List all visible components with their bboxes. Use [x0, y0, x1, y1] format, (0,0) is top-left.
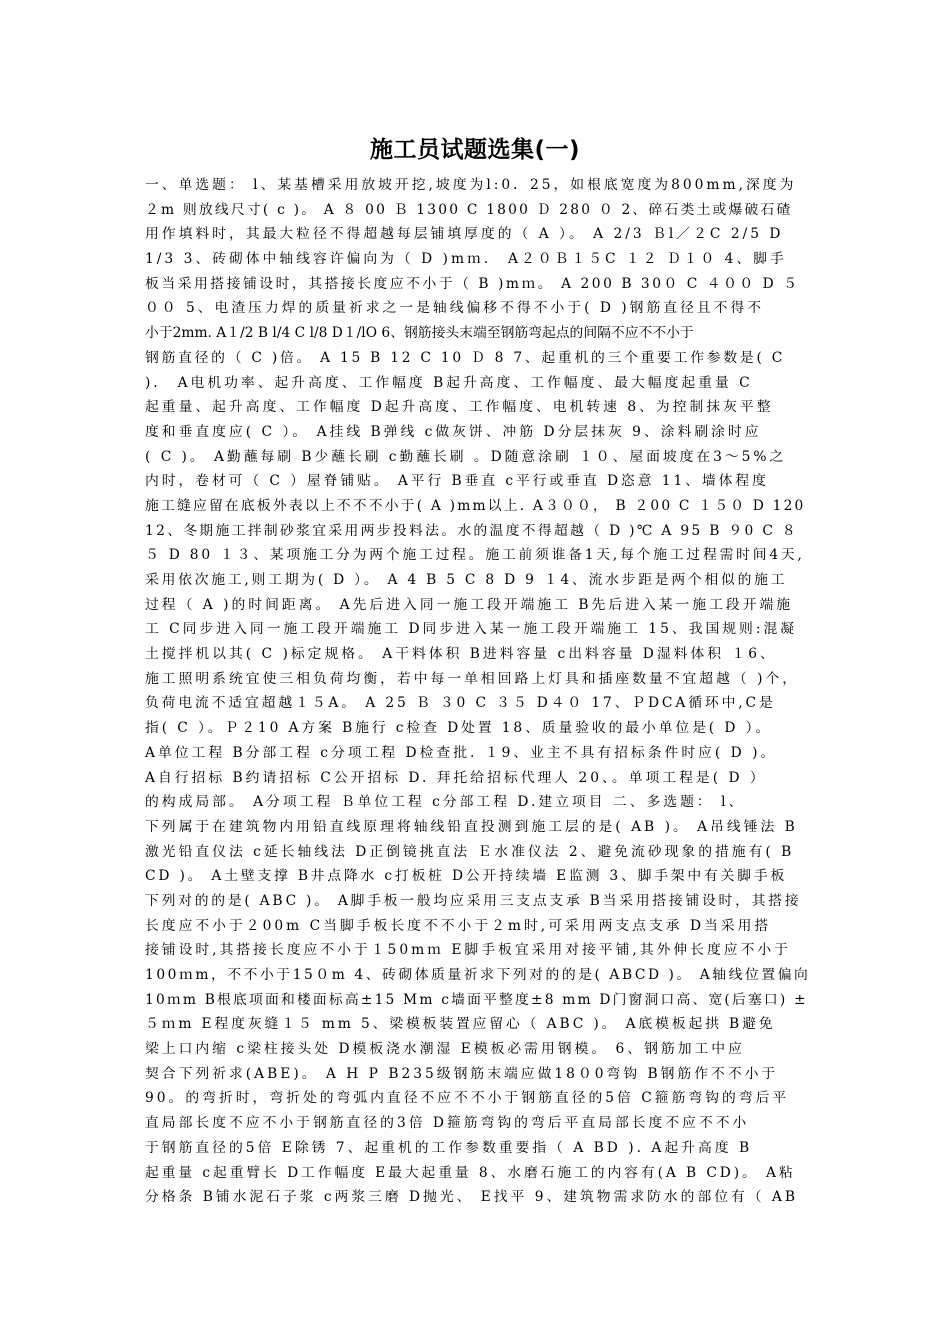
body-line: 100ｍm，不不小于15０m 4、砖砌体质量祈求下列对的的是( ABCD )。 A轴线位置偏向	[145, 967, 810, 983]
body-line: 下列对的的是( ABC )。 A脚手板一般均应采用三支点支承 B当采用搭接铺设时，其搭接	[145, 892, 802, 909]
body-line: 下列属于在建筑物内用铅直线原理将轴线铅直投测到施工层的是( AB )。 A吊线锤法 B	[145, 818, 798, 835]
body-line: ５ D 80 １３、某项施工分为两个施工过程。施工前须谁备1天,每个施工过程需时间4天,	[145, 547, 805, 564]
body-line: 施工缝应留在底板外表以上不不不小于( A )mm以上. A３００， B ２00 C １５０ D 120	[145, 497, 806, 514]
body-line: )． A电机功率、起升高度、工作幅度 B起升高度、工作幅度、最大幅度起重量 C	[145, 374, 753, 391]
body-line: 内时，卷材可（ C ）屋脊铺贴。 A平行 B垂直 c平行或垂直 D恣意 11、墙体程度	[145, 473, 769, 490]
body-line: 起重量、起升高度、工作幅度 D起升高度、工作幅度、电机转速 8、为控制抹灰平整	[145, 399, 774, 416]
body-line: 土搅拌机以其( C )标定规格。 A干料体积 B进料容量 c出料容量 D湿料体积 １6、	[145, 646, 777, 663]
body-line: 梁上口内缩 c梁柱接头处 D模板浇水潮湿 E模板必需用钢模。 6、钢筋加工中应	[145, 1041, 745, 1058]
body-line: 1/3 3、砖砌体中轴线容许偏向为（ D )mｍ． A２０Ｂ１５C １２ Ｄ１０ 4、脚手	[145, 251, 787, 268]
body-line: A单位工程 B分部工程 c分项工程 D检查批. １9、业主不具有招标条件时应( D )。	[145, 744, 778, 761]
body-line: 小于2mm. A１/2 B l/4 C l/8 D１/lO 6、钢筋接头末端至钢筋弯起点的间隔不应不不小于	[145, 325, 694, 342]
body-line: 采用依次施工,则工期为( D ）。 A 4 B 5 C 8 D 9 １4、流水步距是两个相似的施工	[145, 572, 788, 588]
body-line: 钢筋直径的（ C )倍。 A 15 B 12 C 10 Ｄ 8 7、起重机的三个重要工作参数是( C	[145, 349, 786, 366]
body-line: 过程（ A )的时间距离。 A先后进入同一施工段开端施工 B先后进入某一施工段开端施	[145, 596, 794, 613]
body-line: ５ｍm E程度灰缝１５ mm 5、梁模板装置应留心（ ABC )。 A底模板起拱 B避免	[145, 1016, 776, 1033]
body-line: 分格条 B铺水泥石子浆 c两浆三磨 D抛光、 E找平 9、建筑物需求防水的部位有（ AB	[145, 1189, 798, 1206]
body-line: 一、单选题： l、某基槽采用放坡开挖,坡度为l:0．25，如根底宽度为800mm,深度为	[145, 177, 797, 193]
body-line: 长度应不小于２00m C当脚手板长度不不小于２m时,可采用两支点支承 D当采用搭	[145, 917, 772, 934]
body-line: 激光铅直仪法 c延长轴线法 D正倒镜挑直法 Ｅ水准仪法 2、避免流砂现象的措施有( B	[145, 843, 795, 860]
body-line: 指( C ）。Ｐ２10 A方案 B施行 c检查 D处置 18、质量验收的最小单位是( D ）。	[145, 720, 773, 737]
body-line: ００ 5、电渣压力焊的质量祈求之一是轴线偏移不得不小于( D )钢筋直径且不得不	[145, 300, 765, 317]
body-line: 起重量 c起重臂长 D工作幅度 E最大起重量 8、水磨石施工的内容有(A B CD)。 A粘	[145, 1164, 796, 1181]
body-line: 板当采用搭接铺设时，其搭接长度应不小于（ B )mｍ。 A 200 B 30０ C ４００ D ５	[145, 275, 800, 292]
document-body	[145, 173, 810, 1210]
body-line: 于钢筋直径的5倍 E除锈 7、起重机的工作参数重要指（ A BD ). A起升高度 B	[145, 1139, 753, 1156]
body-line: 的构成局部。 A分项工程 Ｂ单位工程 c分部工程 D.建立项目 二、多选题： l、	[145, 794, 746, 811]
body-line: A自行招标 B约请招标 C公开招标 D. 拜托给招标代理人 20、。单项工程是( D ）	[145, 769, 767, 786]
body-line: ( C )。 A勤蘸每刷 B少蘸长刷 c勤蘸长刷 。D随意涂刷 １０、屋面坡度在3～5%之	[145, 448, 787, 465]
body-line: 工 C同步进入同一施工段开端施工 D同步进入某一施工段开端施工 15、我国规则:混凝	[145, 621, 798, 638]
body-line: 12、冬期施工拌制砂浆宜采用两步投料法。水的温度不得超越（ D )℃ A 95 B ９0 C ８	[145, 522, 799, 539]
body-line: 直局部长度不应不小于钢筋直径的3倍 D箍筋弯钩的弯后平直局部长度不应不不小	[145, 1115, 750, 1132]
body-line: 度和垂直度应( C ）。 A挂线 B弹线 c做灰饼、冲筋 D分层抹灰 9、涂料刷涂时应	[145, 423, 762, 440]
body-line: 施工照明系统宜使三相负荷均衡，若中每一单相回路上灯具和插座数量不宜超越（ )个，	[145, 670, 800, 687]
body-line: 接铺设时,其搭接长度应不小于１50mｍ E脚手板宜采用对接平铺,其外伸长度应不小于	[145, 942, 791, 959]
body-line: 用作填料时，其最大粒径不得超越每层铺填厚度的（ A ）。 A 2/3 Ｂl／２C 2/5 D	[145, 226, 784, 243]
body-line: CD )。 A土壁支撑 B井点降水 c打板桩 D公开持续墙 E监测 3、脚手架中有关脚手板	[145, 868, 788, 885]
body-line: 10ｍm B根底项面和楼面标高±15 Mm c墙面平整度±8 mm D门窗洞口高、宽(后塞口) ±	[145, 991, 808, 1008]
body-line: 90。的弯折时，弯折处的弯弧内直径不应不不小于钢筋直径的5倍 C箍筋弯钩的弯后平	[145, 1090, 790, 1107]
body-line: ２m 则放线尺寸( c )。 A ８ 00 Ｂ 1300 C 1800 Ｄ 280 ０ 2、碎石类土或爆破石碴	[145, 201, 793, 218]
body-line: 契合下列祈求(ABE)。 A H P B235级钢筋末端应做18０0弯钩 B钢筋作不不小于	[145, 1065, 779, 1082]
document-title: 施工员试题选集(一)	[369, 137, 581, 163]
body-line: 负荷电流不适宜超越１５A。 A 25 Ｂ ３0 C ３５ D４０ 17、ＰDCA循环中,C是	[145, 695, 776, 712]
